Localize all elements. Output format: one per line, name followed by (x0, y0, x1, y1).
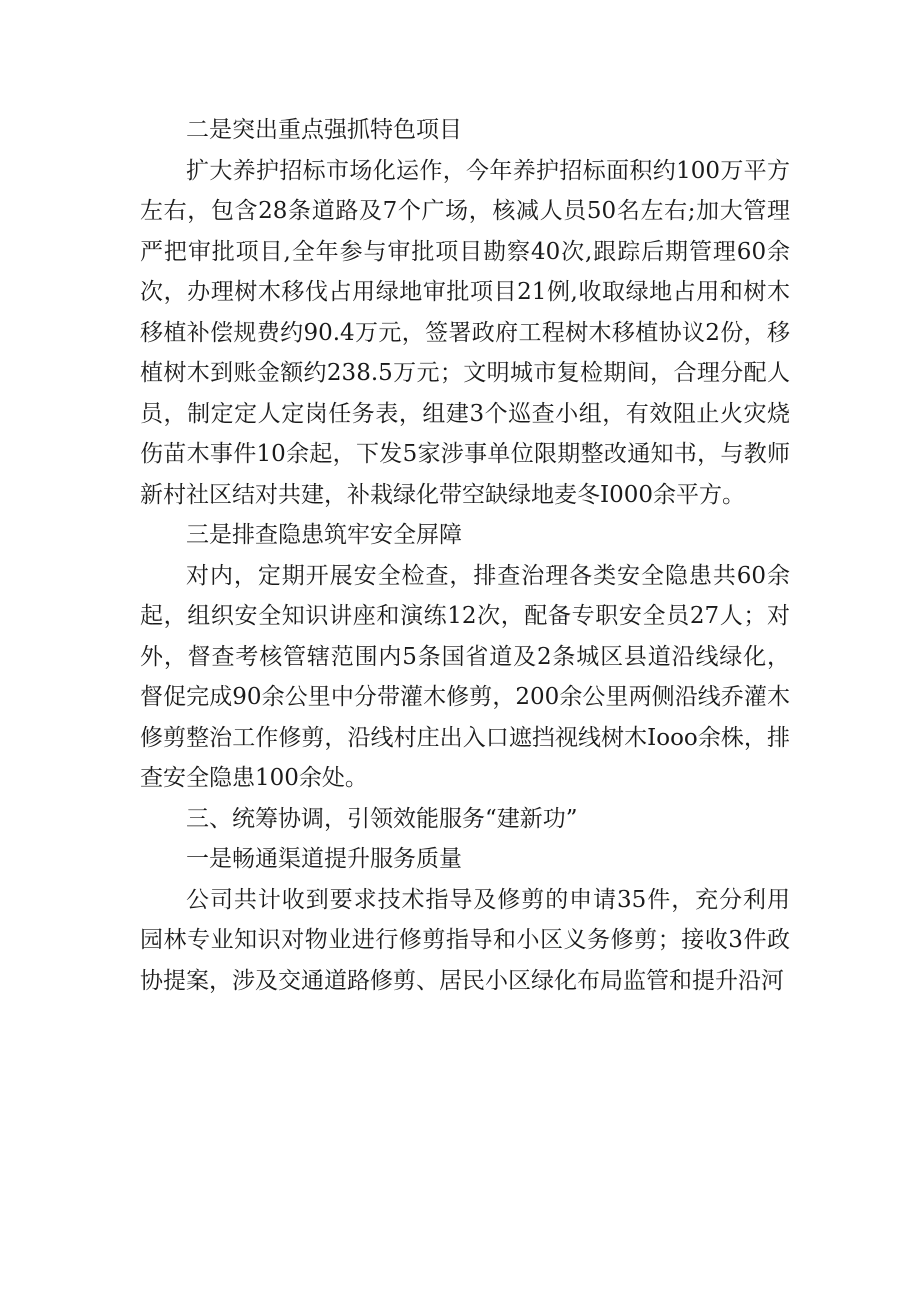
document-body (140, 110, 790, 1001)
subheading-key-projects: 二是突出重点强抓特色项目 (186, 117, 462, 143)
paragraph-safety-inspection: 对内，定期开展安全检查，排查治理各类安全隐患共60余起，组织安全知识讲座和演练12次，配备专职安全员27人；对外，督查考核管辖范围内5条国省道及2条城区县道沿线绿化，督促完成90余公里中分带灌木修剪，200余公里两侧沿线乔灌木修剪整治工作修剪，沿线村庄出入口遮挡视线树木Iooo余株，排查安全隐患100余处。 (140, 562, 790, 791)
subheading-service-quality: 一是畅通渠道提升服务质量 (186, 846, 462, 872)
subheading-safety-hazards: 三是排查隐患筑牢安全屏障 (186, 522, 462, 548)
section-heading-coordination: 三、统筹协调，引领效能服务“建新功” (186, 805, 578, 832)
paragraph-maintenance-bidding: 扩大养护招标市场化运作，今年养护招标面积约100万平方左右，包含28条道路及7个广场，核减人员50名左右;加大管理严把审批项目,全年参与审批项目勘察40次,跟踪后期管理60余次，办理树木移伐占用绿地审批项目21例,收取绿地占用和树木移植补偿规费约90.4万元，签署政府工程树木移植协议2份，移植树木到账金额约238.5万元；文明城市复检期间，合理分配人员，制定定人定岗任务表，组建3个巡查小组，有效阻止火灾烧伤苗木事件10余起，下发5家涉事单位限期整改通知书，与教师新村社区结对共建，补栽绿化带空缺绿地麦冬I000余平方。 (140, 157, 790, 508)
paragraph-technical-guidance: 公司共计收到要求技术指导及修剪的申请35件，充分利用园林专业知识对物业进行修剪指导和小区义务修剪；接收3件政协提案，涉及交通道路修剪、居民小区绿化布局监管和提升沿河 (140, 886, 790, 994)
